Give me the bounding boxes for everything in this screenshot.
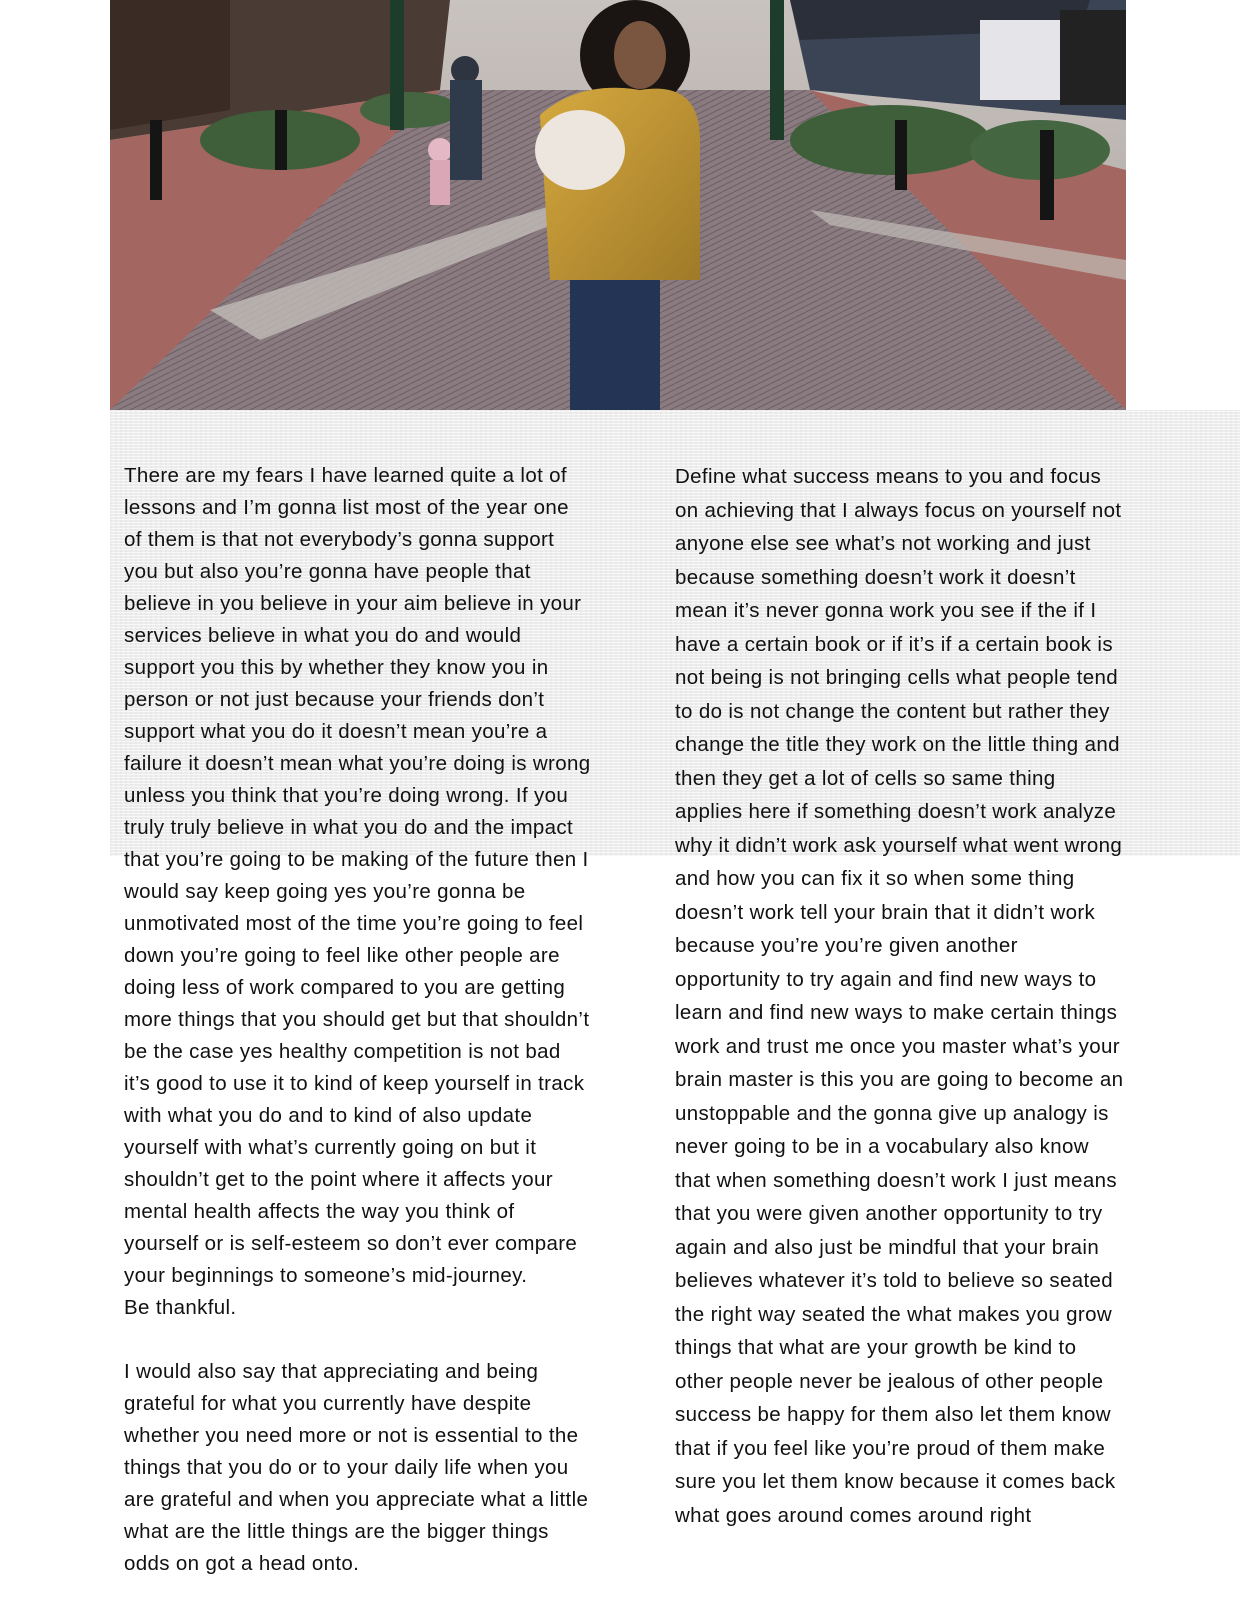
- text-line: your beginnings to someone’s mid-journey.: [124, 1264, 528, 1287]
- text-line: I would also say that appreciating and being: [124, 1360, 539, 1383]
- text-line: never going to be in a vocabulary also know: [675, 1135, 1089, 1158]
- text-line: odds on got a head onto.: [124, 1552, 360, 1575]
- text-line: lessons and I’m gonna list most of the year one: [124, 496, 569, 519]
- text-line: to do is not change the content but rather they: [675, 699, 1110, 723]
- right-column: [675, 460, 1123, 1532]
- text-line: mental health affects the way you think of: [124, 1200, 515, 1223]
- text-line: person or not just because your friends don’t: [124, 688, 545, 711]
- text-line: you but also you’re gonna have people that: [124, 560, 531, 583]
- text-line: unstoppable and the gonna give up analogy is: [675, 1101, 1109, 1125]
- text-line: that you were given another opportunity to try: [675, 1202, 1103, 1225]
- text-line: brain master is this you are going to become an: [675, 1068, 1124, 1091]
- paragraph-gap: [124, 1324, 590, 1356]
- text-line: that if you feel like you’re proud of them make: [675, 1436, 1106, 1460]
- street-photo-image: [110, 0, 1126, 410]
- street-photo: [110, 0, 1126, 410]
- text-line: that you’re going to be making of the future then I: [124, 848, 589, 871]
- text-line: on achieving that I always focus on yourself not: [675, 498, 1122, 522]
- text-line: failure it doesn’t mean what you’re doing is wrong: [124, 752, 591, 775]
- text-line: work and trust me once you master what’s your: [675, 1034, 1120, 1058]
- text-line: that when something doesn’t work I just means: [675, 1168, 1117, 1192]
- text-line: would say keep going yes you’re gonna be: [124, 880, 526, 903]
- text-line: be the case yes healthy competition is not bad: [124, 1040, 561, 1063]
- text-line: what goes around comes around right: [675, 1503, 1032, 1527]
- text-line: things that you do or to your daily life when you: [124, 1456, 569, 1479]
- text-line: grateful for what you currently have despite: [124, 1392, 532, 1415]
- right-paragraph-1: [675, 460, 1123, 1532]
- text-line: sure you let them know because it comes back: [675, 1470, 1116, 1493]
- text-line: with what you do and to kind of also update: [124, 1104, 533, 1127]
- text-line: why it didn’t work ask yourself what went wrong: [675, 833, 1123, 857]
- text-line: anyone else see what’s not working and just: [675, 532, 1091, 555]
- text-line: believes whatever it’s told to believe so seated: [675, 1269, 1114, 1292]
- text-line: learn and find new ways to make certain things: [675, 1001, 1118, 1024]
- text-line: services believe in what you do and would: [124, 624, 522, 647]
- text-line: because something doesn’t work it doesn’t: [675, 565, 1076, 589]
- text-line: doing less of work compared to you are getting: [124, 976, 566, 999]
- text-line: Be thankful.: [124, 1296, 237, 1319]
- text-line: There are my fears I have learned quite a lot of: [124, 464, 567, 487]
- text-line: more things that you should get but that shouldn’t: [124, 1008, 590, 1031]
- left-paragraph-1: [124, 460, 590, 1324]
- text-line: what are the little things are the bigger things: [124, 1520, 549, 1543]
- text-line: support you this by whether they know you in: [124, 656, 549, 679]
- text-line: success be happy for them also let them know: [675, 1403, 1111, 1426]
- text-line: yourself with what’s currently going on but it: [124, 1136, 537, 1159]
- left-column: [124, 460, 590, 1580]
- text-line: down you’re going to feel like other people are: [124, 944, 560, 967]
- text-line: whether you need more or not is essential to the: [124, 1424, 579, 1447]
- text-line: of them is that not everybody’s gonna support: [124, 528, 555, 551]
- text-line: things that what are your growth be kind to: [675, 1336, 1077, 1359]
- text-line: not being is not bringing cells what people tend: [675, 666, 1119, 689]
- left-paragraph-2: [124, 1356, 590, 1580]
- text-line: unmotivated most of the time you’re going to feel: [124, 912, 584, 935]
- text-line: support what you do it doesn’t mean you’re a: [124, 720, 548, 743]
- text-line: yourself or is self-esteem so don’t ever compare: [124, 1232, 578, 1255]
- text-line: then they get a lot of cells so same thing: [675, 766, 1056, 790]
- text-line: Define what success means to you and focus: [675, 465, 1102, 488]
- text-line: shouldn’t get to the point where it affects your: [124, 1168, 553, 1191]
- text-line: other people never be jealous of other people: [675, 1369, 1104, 1393]
- text-line: the right way seated the what makes you grow: [675, 1302, 1113, 1326]
- text-line: opportunity to try again and find new ways to: [675, 967, 1097, 991]
- text-line: change the title they work on the little thing and: [675, 733, 1120, 756]
- text-line: again and also just be mindful that your brain: [675, 1235, 1100, 1259]
- text-line: have a certain book or if it’s if a certain book is: [675, 632, 1113, 656]
- text-line: are grateful and when you appreciate what a little: [124, 1488, 589, 1511]
- text-line: unless you think that you’re doing wrong. If you: [124, 784, 569, 807]
- text-line: doesn’t work tell your brain that it didn’t work: [675, 900, 1096, 924]
- text-line: and how you can fix it so when some thing: [675, 867, 1075, 890]
- text-line: applies here if something doesn’t work analyze: [675, 800, 1117, 823]
- text-line: mean it’s never gonna work you see if the if I: [675, 599, 1097, 622]
- text-line: believe in you believe in your aim believe in your: [124, 592, 582, 615]
- text-line: it’s good to use it to kind of keep yourself in track: [124, 1072, 585, 1095]
- text-line: because you’re you’re given another: [675, 934, 1018, 957]
- text-line: truly truly believe in what you do and the impact: [124, 816, 574, 839]
